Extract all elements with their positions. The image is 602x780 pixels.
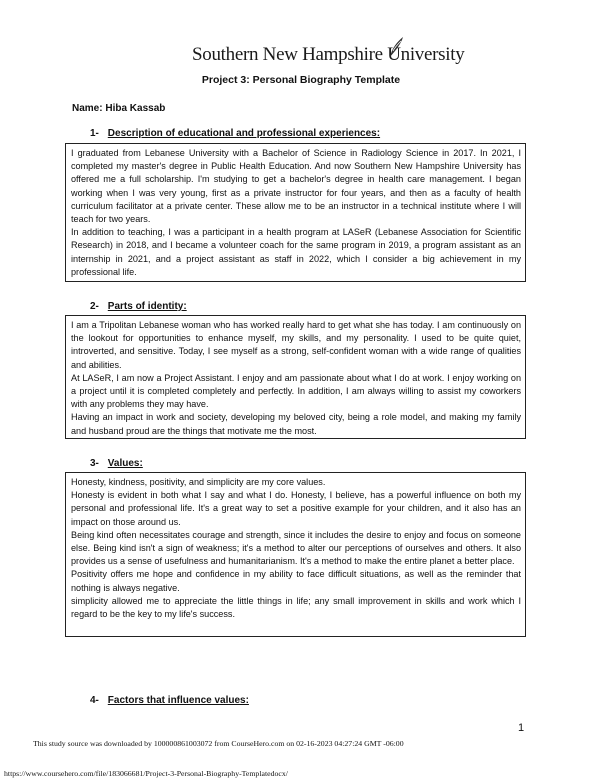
author-name: Name: Hiba Kassab	[72, 103, 166, 114]
section-box-3	[65, 472, 526, 637]
paragraph: simplicity allowed me to appreciate the little things in life; any small improvement in skills and work which I regard to be the key to my life's success.	[71, 595, 521, 620]
section-box-2	[65, 315, 526, 439]
section-number: 3-	[90, 458, 99, 469]
section-heading-2	[90, 301, 187, 312]
paragraph: I am a Tripolitan Lebanese woman who has worked really hard to get what she has today. I am continuously on the lookout for opportunities to enhance myself, my skills, and my personality. I used to be quite quiet, introverted, and sensitive. Today, I see myself as a strong, self-confident woman with a wide range of qualities and abilities.	[71, 320, 521, 370]
leaf-icon	[388, 36, 404, 58]
section-heading-1	[90, 128, 380, 139]
logo-text: Southern New Hampshire University	[192, 44, 465, 65]
section-heading-4	[90, 695, 249, 706]
section-title: Values:	[107, 458, 143, 469]
paragraph: Honesty, kindness, positivity, and simplicity are my core values.	[71, 477, 326, 487]
paragraph: Honesty is evident in both what I say and what I do. Honesty, I believe, has a powerful influence on both my personal and professional life. It's a great way to set a positive example for your children, and it also has an impact on those around us.	[71, 490, 521, 527]
paragraph: Being kind often necessitates courage and strength, since it includes the desire to enjoy and focus on someone else. Being kind isn't a sign of weakness; it's a method to alter our perceptions of ourselves and others. It also provides us a sense of usefulness and humanitarianism. It's a method to make the entire planet a better place.	[71, 529, 521, 567]
section-number: 2-	[90, 301, 99, 312]
section-box-1	[65, 143, 526, 282]
section-heading-3	[90, 458, 143, 469]
paragraph: Positivity offers me hope and confidence in my ability to face difficult situations, as well as the reminder that nothing is always negative.	[71, 569, 521, 593]
paragraph: At LASeR, I am now a Project Assistant. I enjoy and am passionate about what I do at work. I enjoy working on a project until it is completed completely and perfectly. In addition, I am always willing to assist my coworkers with any problems they may have.	[71, 372, 521, 410]
section-title: Description of educational and professional experiences:	[107, 128, 381, 139]
section-number: 4-	[90, 695, 99, 706]
paragraph: I graduated from Lebanese University with a Bachelor of Science in Radiology Science in 2017. In 2021, I completed my master's degree in Public Health Education. And now Southern New Hampshire University has offered me a full scholarship. I'm studying to get a bachelor's degree in health care management. I began working when I was very young, first as a private instructor for four years, and then as a faculty of health curriculum facilitator at a private center. These allow me to be an instructor in a technical institute where I will teach for two years.	[71, 148, 521, 225]
university-logo	[192, 44, 465, 70]
page-number: 1	[518, 722, 525, 734]
download-note: This study source was downloaded by 100000861003072 from CourseHero.com on 02-16-2023 04:27:24 GMT -06:00	[33, 739, 404, 748]
paragraph: In addition to teaching, I was a participant in a health program at LASeR (Lebanese Association for Scientific Research) in 2018, and I became a volunteer coach for the same program in 2019, a program assistant as an internship in 2021, and a project assistant as staff in 2022, which I consider a big achievement in my professional life.	[71, 227, 521, 277]
document-title: Project 3: Personal Biography Template	[201, 74, 401, 86]
section-title: Factors that influence values:	[107, 695, 249, 706]
section-number: 1-	[90, 128, 99, 139]
paragraph: Having an impact in work and society, developing my beloved city, being a role model, and making my family and husband proud are the things that motivate me the most.	[71, 412, 521, 436]
section-title: Parts of identity:	[107, 301, 187, 312]
source-url-link[interactable]: https://www.coursehero.com/file/183066681/Project-3-Personal-Biography-Templatedocx/	[4, 769, 288, 778]
